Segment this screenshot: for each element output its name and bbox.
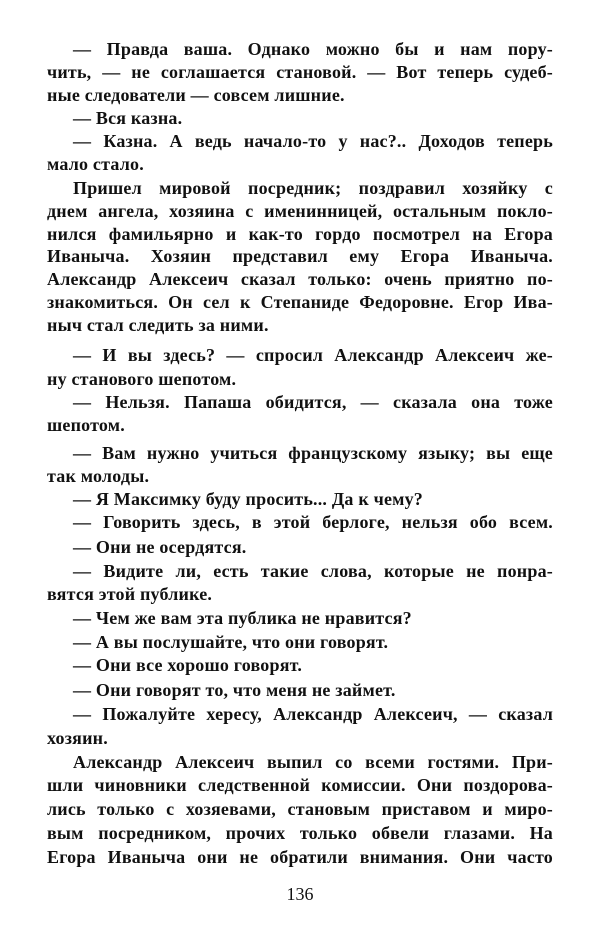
text-line: — Чем же вам эта публика не нравится? [73,608,412,628]
text-line: нился фамильярно и как-то гордо посмотрел на Егора [47,224,553,244]
text-line: — Вся казна. [73,108,183,128]
text-line: — А вы послушайте, что они говорят. [73,632,389,652]
text-line: — Казна. А ведь начало-то у нас?.. Доходов теперь [73,131,553,151]
text-line: — Я Максимку буду просить... Да к чему? [73,489,423,509]
text-line: Александр Алексеич сказал только: очень приятно по- [47,269,553,289]
text-line: — Пожалуйте хересу, Александр Алексеич, — сказал [73,704,553,724]
text-line: — Правда ваша. Однако можно бы и нам пору- [73,39,553,59]
text-line: ные следователи — совсем лишние. [47,85,345,105]
text-line: — Они говорят то, что меня не займет. [73,680,396,700]
text-line: — Они не осердятся. [73,537,247,557]
text-line: — И вы здесь? — спросил Александр Алексеич же- [73,345,553,365]
text-line: Александр Алексеич выпил со всеми гостями. При- [73,752,553,772]
text-line: вым посредником, прочих только обвели глазами. На [47,823,553,843]
text-line: так молоды. [47,466,150,486]
text-line: шли чиновники следственной комиссии. Они поздорова- [47,775,553,795]
text-line: ныч стал следить за ними. [47,315,269,335]
page-number: 136 [286,884,314,904]
text-line: знакомиться. Он сел к Степаниде Федоровне. Егор Ива- [47,292,553,312]
text-line: Егора Иваныча они не обратили внимания. Они часто [47,847,553,867]
text-line: шепотом. [47,415,125,435]
text-line: Пришел мировой посредник; поздравил хозяйку с [73,178,553,198]
text-line: чить, — не соглашается становой. — Вот теперь судеб- [47,62,553,82]
text-line: — Они все хорошо говорят. [73,655,303,675]
text-line: хозяин. [47,728,108,748]
text-line: лись только с хозяевами, становым приставом и миро- [47,799,553,819]
text-line: Иваныча. Хозяин представил ему Егора Иваныча. [47,246,553,266]
text-line: — Вам нужно учиться французскому языку; вы еще [73,443,553,463]
text-line: — Нельзя. Папаша обидится, — сказала она тоже [73,392,553,412]
text-line: днем ангела, хозяина с именинницей, остальным покло- [47,201,553,221]
text-line: вятся этой публике. [47,584,213,604]
text-line: — Говорить здесь, в этой берлоге, нельзя обо всем. [73,512,553,532]
text-line: ну станового шепотом. [47,369,237,389]
text-line: — Видите ли, есть такие слова, которые не понра- [73,561,553,581]
text-line: мало стало. [47,154,144,174]
